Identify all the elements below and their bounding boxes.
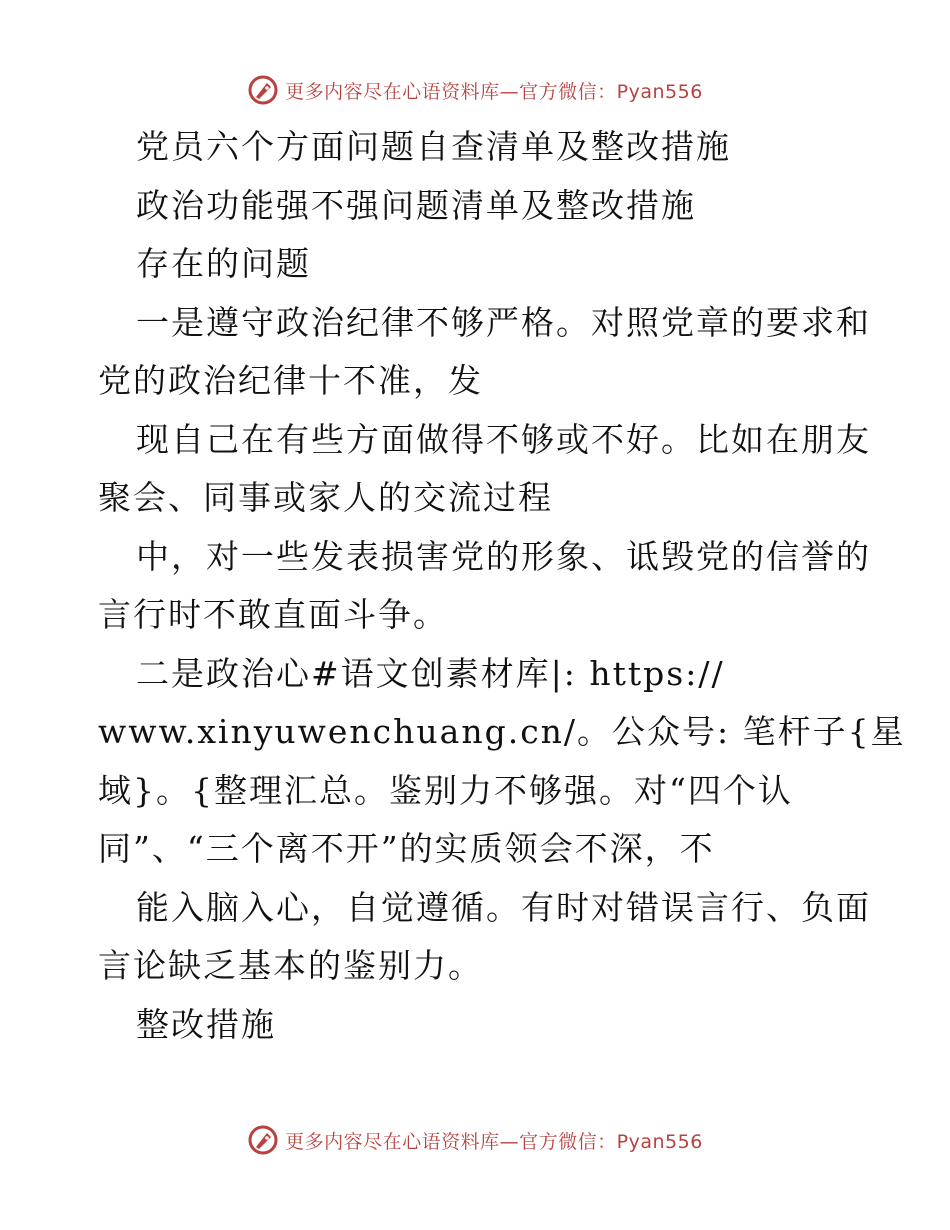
paragraph-line: 域}。{整理汇总。鉴别力不够强。对“四个认	[98, 770, 793, 810]
paragraph-line: 现自己在有些方面做得不够或不好。比如在朋友	[136, 419, 871, 459]
paragraph-line: 一是遵守政治纪律不够严格。对照党章的要求和	[136, 302, 871, 342]
paragraph-line: 党的政治纪律十不准，发	[98, 361, 483, 400]
footer-watermark	[0, 1120, 950, 1160]
paragraph-line: 聚会、同事或家人的交流过程	[98, 478, 553, 517]
paragraph-line: 二是政治心#语文创素材库|: https://	[136, 653, 725, 693]
pen-nib-logo-icon	[247, 74, 279, 106]
paragraph-line: www.xinyuwenchuang.cn/。公众号: 笔杆子{星	[98, 712, 906, 751]
footer-watermark-text: 更多内容尽在心语资料库—官方微信：Pyan556	[285, 1130, 703, 1153]
paragraph-line: 同”、“三个离不开”的实质领会不深，不	[98, 829, 715, 868]
paragraph-line: 言论缺乏基本的鉴别力。	[98, 946, 483, 985]
paragraph-line: 言行时不敢直面斗争。	[98, 595, 448, 634]
header-watermark-text: 更多内容尽在心语资料库—官方微信：Pyan556	[285, 80, 703, 103]
header-watermark	[0, 70, 950, 110]
document-body	[98, 118, 906, 1054]
section-heading: 政治功能强不强问题清单及整改措施	[136, 185, 696, 225]
pen-nib-logo-icon	[247, 1124, 279, 1156]
paragraph-line: 能入脑入心，自觉遵循。有时对错误言行、负面	[136, 887, 871, 927]
doc-title: 党员六个方面问题自查清单及整改措施	[136, 127, 731, 166]
paragraph-line: 中，对一些发表损害党的形象、诋毁党的信誉的	[136, 536, 871, 576]
subsection-heading-problems: 存在的问题	[136, 244, 311, 283]
subsection-heading-measures: 整改措施	[136, 1004, 276, 1044]
